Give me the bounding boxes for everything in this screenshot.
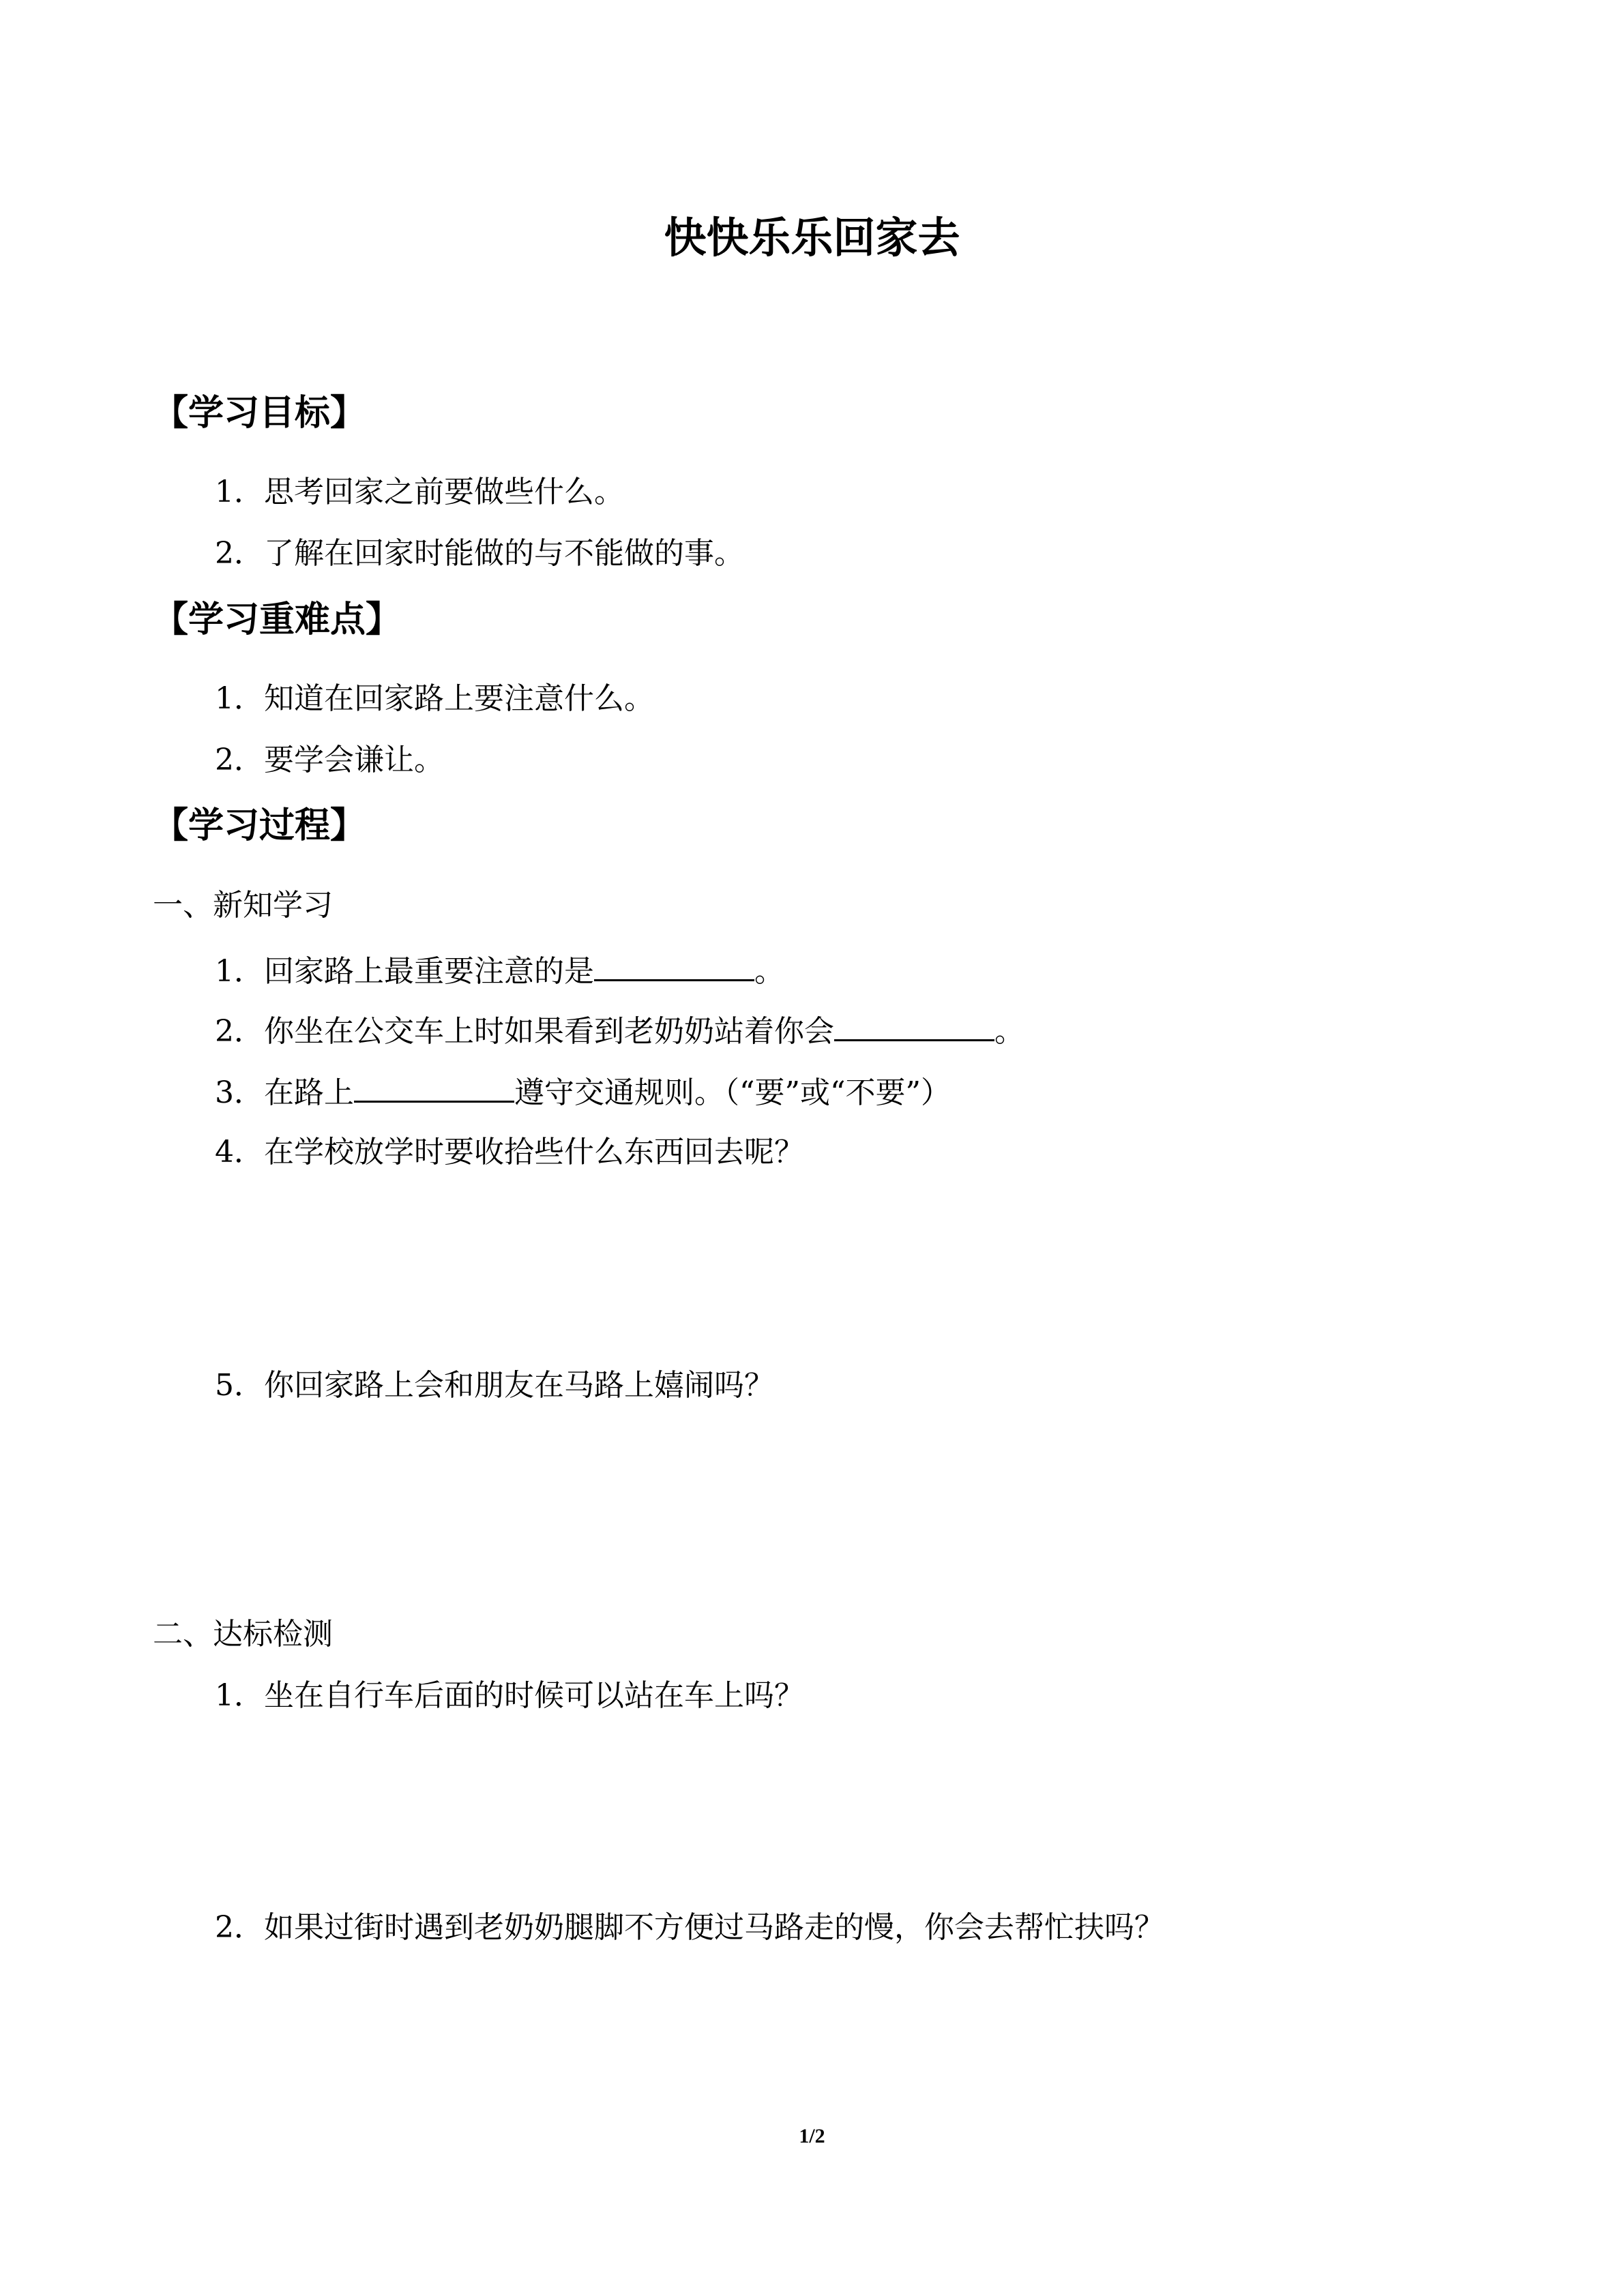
page-number: 1/2 <box>799 2125 825 2147</box>
part1-label: 一、新知学习 <box>153 888 333 923</box>
item-number: 1． <box>215 1678 264 1713</box>
question-5 <box>215 1368 774 1403</box>
item-text: 思考回家之前要做些什么。 <box>264 475 624 509</box>
key-point-item-2 <box>215 745 444 775</box>
question-3 <box>215 1076 951 1108</box>
test-question-1 <box>215 1678 804 1713</box>
question-text: 回家路上最重要注意的是 <box>264 954 594 989</box>
item-number: 1． <box>215 954 264 989</box>
question-text: 在学校放学时要收拾些什么东西回去呢？ <box>264 1135 804 1169</box>
section-heading-process: 【学习过程】 <box>153 805 366 846</box>
test-question-2 <box>215 1910 1164 1945</box>
item-text: 知道在回家路上要注意什么。 <box>264 681 654 716</box>
item-number: 4． <box>215 1135 264 1169</box>
item-number: 2． <box>215 536 264 571</box>
answer-blank[interactable] <box>354 1076 514 1103</box>
question-text: 你坐在公交车上时如果看到老奶奶站着你会 <box>264 1014 834 1049</box>
question-2 <box>215 1015 1024 1047</box>
question-text-after: 。 <box>994 1014 1024 1049</box>
goal-item-1 <box>215 477 624 507</box>
section-heading-key-points: 【学习重难点】 <box>153 599 402 640</box>
item-number: 5． <box>215 1368 264 1403</box>
goal-item-2 <box>215 536 744 571</box>
answer-blank[interactable] <box>594 955 754 981</box>
item-number: 1． <box>215 475 264 509</box>
item-number: 1． <box>215 681 264 716</box>
answer-blank[interactable] <box>834 1015 994 1041</box>
item-number: 2． <box>215 1014 264 1049</box>
item-text: 要学会谦让。 <box>264 743 444 777</box>
question-4 <box>215 1137 804 1167</box>
section-heading-goals: 【学习目标】 <box>153 393 366 434</box>
item-number: 3． <box>215 1075 264 1110</box>
question-text-after: 。 <box>754 954 784 989</box>
part2-label: 二、达标检测 <box>153 1617 333 1652</box>
question-text: 如果过街时遇到老奶奶腿脚不方便过马路走的慢，你会去帮忙扶吗？ <box>264 1910 1164 1945</box>
page-title: 快快乐乐回家去 <box>664 213 960 263</box>
item-number: 2． <box>215 743 264 777</box>
question-text: 在路上 <box>264 1075 354 1110</box>
question-text: 你回家路上会和朋友在马路上嬉闹吗？ <box>264 1368 774 1403</box>
key-point-item-1 <box>215 681 654 716</box>
question-text-after: 遵守交通规则。（“要”或“不要”） <box>514 1075 951 1110</box>
question-1 <box>215 955 784 987</box>
item-text: 了解在回家时能做的与不能做的事。 <box>264 536 744 571</box>
item-number: 2． <box>215 1910 264 1945</box>
question-text: 坐在自行车后面的时候可以站在车上吗？ <box>264 1678 804 1713</box>
